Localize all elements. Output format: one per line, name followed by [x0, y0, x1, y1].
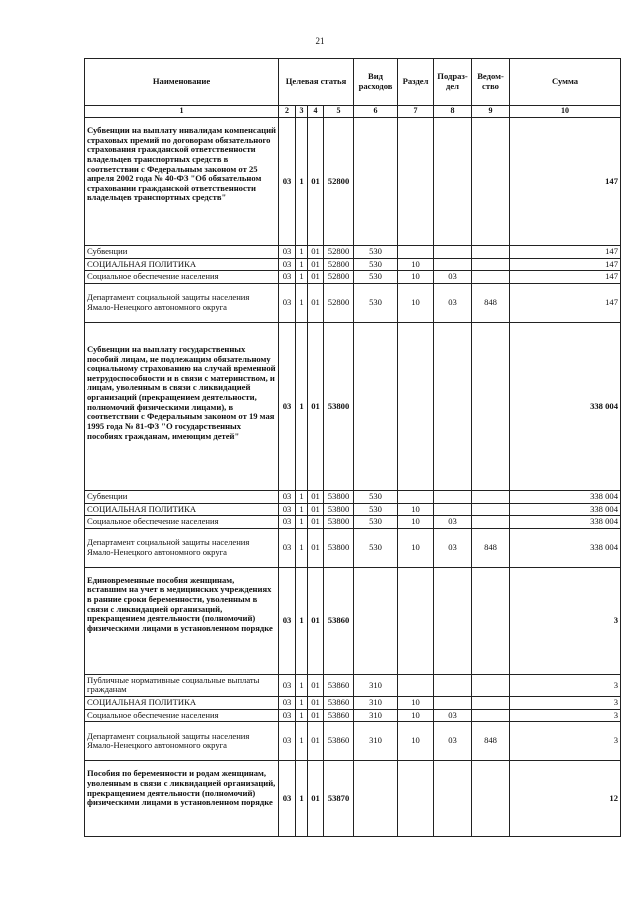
table-row [85, 697, 621, 710]
cell-sum: 3 [510, 567, 621, 674]
cell-c3: 1 [296, 761, 308, 837]
cell-c6: 310 [354, 709, 398, 722]
cell-c2: 03 [279, 567, 296, 674]
cell-c2: 03 [279, 674, 296, 696]
row-name: Департамент социальной защиты населения Ямало-Ненецкого автономного округа [85, 283, 279, 322]
cell-c7: 10 [398, 516, 434, 529]
cell-c9: 848 [472, 722, 510, 761]
cell-c7: 10 [398, 709, 434, 722]
cell-c6: 310 [354, 674, 398, 696]
block-title: Субвенции на выплату инвалидам компенсаций страховых премий по договорам обязательного страхования гражданской ответственности владельцев транспортных средств в соответствии с Федеральным законом от 25 апреля 2002 года № 40-ФЗ "Об обязательном страховании гражданской ответственности владельцев транспортных средств" [85, 118, 279, 246]
cell-c7: 10 [398, 258, 434, 271]
table-row [85, 722, 621, 761]
cell-c9 [472, 490, 510, 503]
cell-c5: 53860 [324, 674, 354, 696]
cell-c3: 1 [296, 528, 308, 567]
row-name: Субвенции [85, 490, 279, 503]
cell-c3: 1 [296, 322, 308, 490]
cell-c3: 1 [296, 709, 308, 722]
cell-c7: 10 [398, 697, 434, 710]
header-section: Раздел [398, 59, 434, 106]
column-number: 2 [279, 106, 296, 118]
column-number: 6 [354, 106, 398, 118]
cell-c8: 03 [434, 722, 472, 761]
cell-c7: 10 [398, 283, 434, 322]
cell-c5: 53800 [324, 322, 354, 490]
cell-c2: 03 [279, 322, 296, 490]
cell-c9 [472, 271, 510, 284]
cell-c2: 03 [279, 709, 296, 722]
cell-c3: 1 [296, 567, 308, 674]
row-name: СОЦИАЛЬНАЯ ПОЛИТИКА [85, 258, 279, 271]
cell-sum: 338 004 [510, 528, 621, 567]
table-row [85, 674, 621, 696]
header-department: Ведом-ство [472, 59, 510, 106]
cell-c2: 03 [279, 283, 296, 322]
column-number: 9 [472, 106, 510, 118]
cell-c5: 53860 [324, 567, 354, 674]
cell-c8 [434, 258, 472, 271]
cell-c2: 03 [279, 490, 296, 503]
cell-sum: 147 [510, 118, 621, 246]
cell-c7 [398, 490, 434, 503]
cell-c4: 01 [308, 490, 324, 503]
row-name: Департамент социальной защиты населения Ямало-Ненецкого автономного округа [85, 722, 279, 761]
cell-sum: 147 [510, 246, 621, 259]
cell-c4: 01 [308, 709, 324, 722]
cell-c8 [434, 674, 472, 696]
cell-sum: 338 004 [510, 322, 621, 490]
cell-c5: 52800 [324, 283, 354, 322]
cell-c6: 530 [354, 283, 398, 322]
block-title: Пособия по беременности и родам женщинам, уволенным в связи с ликвидацией организаций, прекращением деятельности (полномочий) физическими лицами в установленном порядке [85, 761, 279, 837]
cell-c5: 53800 [324, 528, 354, 567]
cell-c5: 53800 [324, 490, 354, 503]
cell-c4: 01 [308, 258, 324, 271]
row-name: СОЦИАЛЬНАЯ ПОЛИТИКА [85, 697, 279, 710]
cell-c8 [434, 246, 472, 259]
table-row [85, 283, 621, 322]
cell-c4: 01 [308, 567, 324, 674]
block-title: Единовременные пособия женщинам, вставшим на учет в медицинских учреждениях в ранние сроки беременности, уволенным в связи с ликвидацией организаций, прекращением деятельности (полномочий) физическими лицами в установленном порядке [85, 567, 279, 674]
cell-c2: 03 [279, 503, 296, 516]
cell-c2: 03 [279, 528, 296, 567]
cell-c7 [398, 246, 434, 259]
table-row [85, 490, 621, 503]
cell-c5: 53860 [324, 722, 354, 761]
cell-c4: 01 [308, 271, 324, 284]
cell-sum: 147 [510, 283, 621, 322]
cell-c2: 03 [279, 761, 296, 837]
row-name: Публичные нормативные социальные выплаты гражданам [85, 674, 279, 696]
cell-c3: 1 [296, 722, 308, 761]
column-number: 4 [308, 106, 324, 118]
cell-c6: 530 [354, 271, 398, 284]
cell-c3: 1 [296, 258, 308, 271]
cell-c3: 1 [296, 271, 308, 284]
table-row [85, 516, 621, 529]
cell-c2: 03 [279, 258, 296, 271]
cell-c6: 530 [354, 246, 398, 259]
cell-c5: 53860 [324, 697, 354, 710]
cell-c7: 10 [398, 528, 434, 567]
cell-c5: 53800 [324, 503, 354, 516]
cell-c2: 03 [279, 246, 296, 259]
cell-c4: 01 [308, 674, 324, 696]
cell-sum: 3 [510, 722, 621, 761]
cell-c6: 530 [354, 516, 398, 529]
cell-sum: 338 004 [510, 503, 621, 516]
row-name: Департамент социальной защиты населения Ямало-Ненецкого автономного округа [85, 528, 279, 567]
cell-c9: 848 [472, 283, 510, 322]
cell-c3: 1 [296, 490, 308, 503]
cell-c4: 01 [308, 528, 324, 567]
cell-c3: 1 [296, 246, 308, 259]
header-expense-type: Вид расходов [354, 59, 398, 106]
cell-c6: 530 [354, 503, 398, 516]
block-title-row [85, 761, 621, 837]
row-name: Социальное обеспечение населения [85, 516, 279, 529]
column-number: 3 [296, 106, 308, 118]
cell-c8: 03 [434, 709, 472, 722]
cell-c8 [434, 503, 472, 516]
table-row [85, 246, 621, 259]
cell-c8: 03 [434, 516, 472, 529]
column-number: 7 [398, 106, 434, 118]
cell-c7 [398, 674, 434, 696]
column-number: 8 [434, 106, 472, 118]
table-row [85, 271, 621, 284]
cell-c3: 1 [296, 674, 308, 696]
cell-c9 [472, 246, 510, 259]
cell-c8 [434, 490, 472, 503]
budget-table [84, 58, 621, 837]
cell-c4: 01 [308, 322, 324, 490]
cell-c3: 1 [296, 697, 308, 710]
cell-c5: 52800 [324, 258, 354, 271]
cell-sum: 3 [510, 709, 621, 722]
cell-c2: 03 [279, 118, 296, 246]
cell-c6: 310 [354, 697, 398, 710]
cell-c5: 52800 [324, 246, 354, 259]
cell-c4: 01 [308, 118, 324, 246]
cell-c2: 03 [279, 271, 296, 284]
table-row [85, 258, 621, 271]
cell-sum: 147 [510, 258, 621, 271]
cell-c6: 310 [354, 722, 398, 761]
cell-c6: 530 [354, 258, 398, 271]
cell-c7: 10 [398, 271, 434, 284]
table-row [85, 528, 621, 567]
cell-sum: 338 004 [510, 490, 621, 503]
block-title-row [85, 118, 621, 246]
cell-c2: 03 [279, 516, 296, 529]
cell-c7: 10 [398, 503, 434, 516]
cell-c4: 01 [308, 503, 324, 516]
cell-c9: 848 [472, 528, 510, 567]
cell-c4: 01 [308, 246, 324, 259]
cell-c9 [472, 503, 510, 516]
cell-c7: 10 [398, 722, 434, 761]
row-name: Социальное обеспечение населения [85, 709, 279, 722]
cell-c5: 53870 [324, 761, 354, 837]
header-target-article: Целевая статья [279, 59, 354, 106]
cell-c5: 53800 [324, 516, 354, 529]
column-number-row [85, 106, 621, 118]
cell-c9 [472, 697, 510, 710]
cell-sum: 338 004 [510, 516, 621, 529]
cell-c9 [472, 674, 510, 696]
cell-c5: 52800 [324, 118, 354, 246]
cell-c8: 03 [434, 528, 472, 567]
cell-c8: 03 [434, 283, 472, 322]
cell-c4: 01 [308, 516, 324, 529]
header-name: Наименование [85, 59, 279, 106]
row-name: Субвенции [85, 246, 279, 259]
cell-c5: 52800 [324, 271, 354, 284]
cell-c9 [472, 258, 510, 271]
header-subsection: Подраз-дел [434, 59, 472, 106]
cell-c5: 53860 [324, 709, 354, 722]
column-number: 10 [510, 106, 621, 118]
cell-c4: 01 [308, 697, 324, 710]
cell-c9 [472, 516, 510, 529]
table-row [85, 503, 621, 516]
header-sum: Сумма [510, 59, 621, 106]
header-row [85, 59, 621, 106]
row-name: СОЦИАЛЬНАЯ ПОЛИТИКА [85, 503, 279, 516]
table-row [85, 709, 621, 722]
cell-sum: 3 [510, 697, 621, 710]
column-number: 5 [324, 106, 354, 118]
cell-c3: 1 [296, 503, 308, 516]
row-name: Социальное обеспечение населения [85, 271, 279, 284]
cell-sum: 3 [510, 674, 621, 696]
cell-c3: 1 [296, 283, 308, 322]
column-number: 1 [85, 106, 279, 118]
cell-sum: 12 [510, 761, 621, 837]
cell-c8: 03 [434, 271, 472, 284]
cell-c8 [434, 697, 472, 710]
cell-c3: 1 [296, 118, 308, 246]
cell-sum: 147 [510, 271, 621, 284]
cell-c4: 01 [308, 722, 324, 761]
cell-c2: 03 [279, 722, 296, 761]
block-title-row [85, 322, 621, 490]
cell-c6: 530 [354, 490, 398, 503]
cell-c4: 01 [308, 283, 324, 322]
block-title-row [85, 567, 621, 674]
cell-c2: 03 [279, 697, 296, 710]
page-number: 21 [315, 36, 325, 46]
cell-c4: 01 [308, 761, 324, 837]
cell-c6: 530 [354, 528, 398, 567]
block-title: Субвенции на выплату государственных пособий лицам, не подлежащим обязательному социальному страхованию на случай временной нетрудоспособности и в связи с материнством, и лицам, уволенным в связи с ликвидацией организаций (прекращением деятельности, полномочий физическими лицами), в соответствии с Федеральным законом от 19 мая 1995 года № 81-ФЗ "О государственных пособиях гражданам, имеющим детей" [85, 322, 279, 490]
cell-c3: 1 [296, 516, 308, 529]
cell-c9 [472, 709, 510, 722]
